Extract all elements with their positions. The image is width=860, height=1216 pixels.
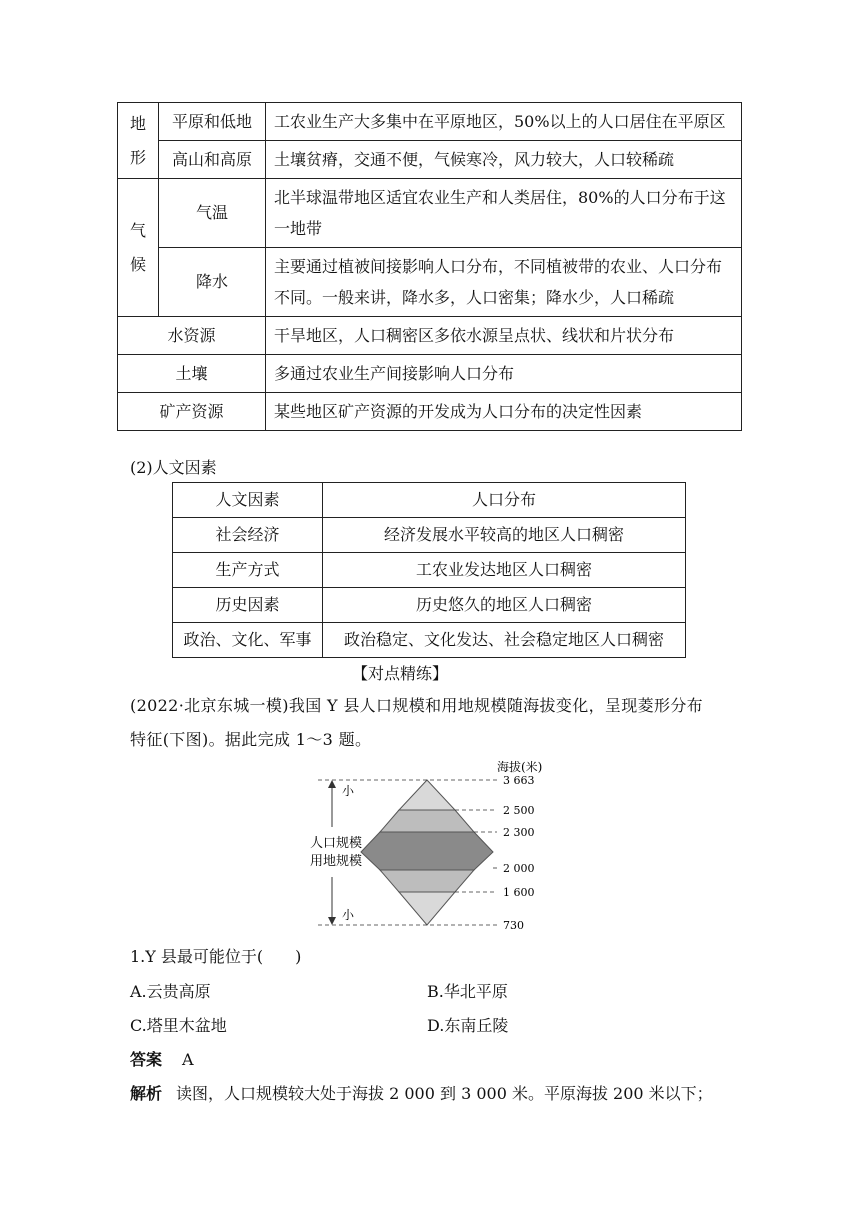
factor-description: 干旱地区，人口稠密区多依水源呈点状、线状和片状分布 — [266, 317, 742, 355]
factor-description: 某些地区矿产资源的开发成为人口分布的决定性因素 — [266, 393, 742, 431]
analysis-text: 读图，人口规模较大处于海拔 2 000 到 3 000 米。平原海拔 200 米以下； — [176, 1084, 713, 1103]
band-bottom — [399, 892, 455, 925]
rhombus-elevation-diagram — [300, 755, 550, 935]
climate-category: 气候 — [118, 179, 159, 317]
practice-heading: 【对点精练】 — [352, 664, 449, 683]
table-row — [173, 623, 686, 658]
humanities-factors-table — [172, 482, 686, 658]
factor-description: 北半球温带地区适宜农业生产和人类居住，80%的人口分布于这一地带 — [266, 179, 742, 248]
table-row — [118, 103, 742, 141]
table-cell: 工农业发达地区人口稠密 — [323, 553, 686, 588]
answer-line — [130, 1047, 194, 1070]
left-label-population: 人口规模 — [310, 836, 363, 851]
factor-description: 多通过农业生产间接影响人口分布 — [266, 355, 742, 393]
analysis-line — [130, 1081, 713, 1104]
elevation-label: 1 600 — [503, 886, 535, 899]
option-b: B.华北平原 — [427, 982, 508, 1001]
table-cell: 政治稳定、文化发达、社会稳定地区人口稠密 — [323, 623, 686, 658]
left-label-landuse: 用地规模 — [310, 854, 363, 869]
elevation-label: 2 300 — [503, 826, 535, 839]
landform-category: 地形 — [118, 103, 159, 179]
table-cell: 政治、文化、军事 — [173, 623, 323, 658]
elevation-label: 730 — [503, 919, 524, 932]
band-core — [361, 832, 493, 870]
factor-name: 矿产资源 — [118, 393, 266, 431]
table-cell: 历史悠久的地区人口稠密 — [323, 588, 686, 623]
table-row — [118, 393, 742, 431]
band-top — [399, 780, 455, 810]
question-intro-line: (2022·北京东城一模)我国 Y 县人口规模和用地规模随海拔变化，呈现菱形分布 — [130, 696, 704, 715]
answer-value: A — [182, 1050, 194, 1069]
option-d: D.东南丘陵 — [427, 1016, 509, 1035]
analysis-label: 解析 — [130, 1084, 163, 1103]
table-cell: 经济发展水平较高的地区人口稠密 — [323, 518, 686, 553]
elevation-label: 3 663 — [503, 774, 535, 787]
factor-name: 平原和低地 — [159, 103, 266, 141]
factor-name: 气温 — [159, 179, 266, 248]
factor-description: 主要通过植被间接影响人口分布，不同植被带的农业、人口分布不同。一般来讲，降水多，人口密集；降水少，人口稀疏 — [266, 248, 742, 317]
table-row — [118, 179, 742, 248]
arrow-head-up — [328, 780, 336, 788]
table-row — [173, 588, 686, 623]
band-upper — [380, 810, 474, 832]
band-lower — [380, 870, 474, 892]
table-row — [173, 553, 686, 588]
table-row — [118, 317, 742, 355]
factor-name: 降水 — [159, 248, 266, 317]
table-row — [118, 248, 742, 317]
table-cell: 历史因素 — [173, 588, 323, 623]
table-row — [118, 355, 742, 393]
elevation-label: 2 500 — [503, 804, 535, 817]
factor-name: 土壤 — [118, 355, 266, 393]
elevation-label: 2 000 — [503, 862, 535, 875]
answer-label: 答案 — [130, 1050, 163, 1069]
factor-name: 水资源 — [118, 317, 266, 355]
factor-description: 土壤贫瘠，交通不便，气候寒冷，风力较大，人口较稀疏 — [266, 141, 742, 179]
column-header: 人口分布 — [323, 483, 686, 518]
section-heading-humanities: (2)人文因素 — [130, 458, 217, 477]
small-label-bottom: 小 — [342, 908, 355, 922]
small-label-top: 小 — [342, 784, 355, 798]
axis-title: 海拔(米) — [497, 760, 543, 774]
factor-name: 高山和高原 — [159, 141, 266, 179]
question-intro-line: 特征(下图)。据此完成 1～3 题。 — [130, 730, 372, 749]
factor-description: 工农业生产大多集中在平原地区，50%以上的人口居住在平原区 — [266, 103, 742, 141]
table-row — [118, 141, 742, 179]
natural-factors-table — [117, 102, 742, 431]
arrow-head-down — [328, 917, 336, 925]
table-cell: 生产方式 — [173, 553, 323, 588]
question-stem: 1.Y 县最可能位于( ) — [130, 947, 302, 966]
table-cell: 社会经济 — [173, 518, 323, 553]
option-c: C.塔里木盆地 — [130, 1016, 227, 1035]
column-header: 人文因素 — [173, 483, 323, 518]
option-a: A.云贵高原 — [130, 982, 211, 1001]
table-header-row — [173, 483, 686, 518]
table-row — [173, 518, 686, 553]
